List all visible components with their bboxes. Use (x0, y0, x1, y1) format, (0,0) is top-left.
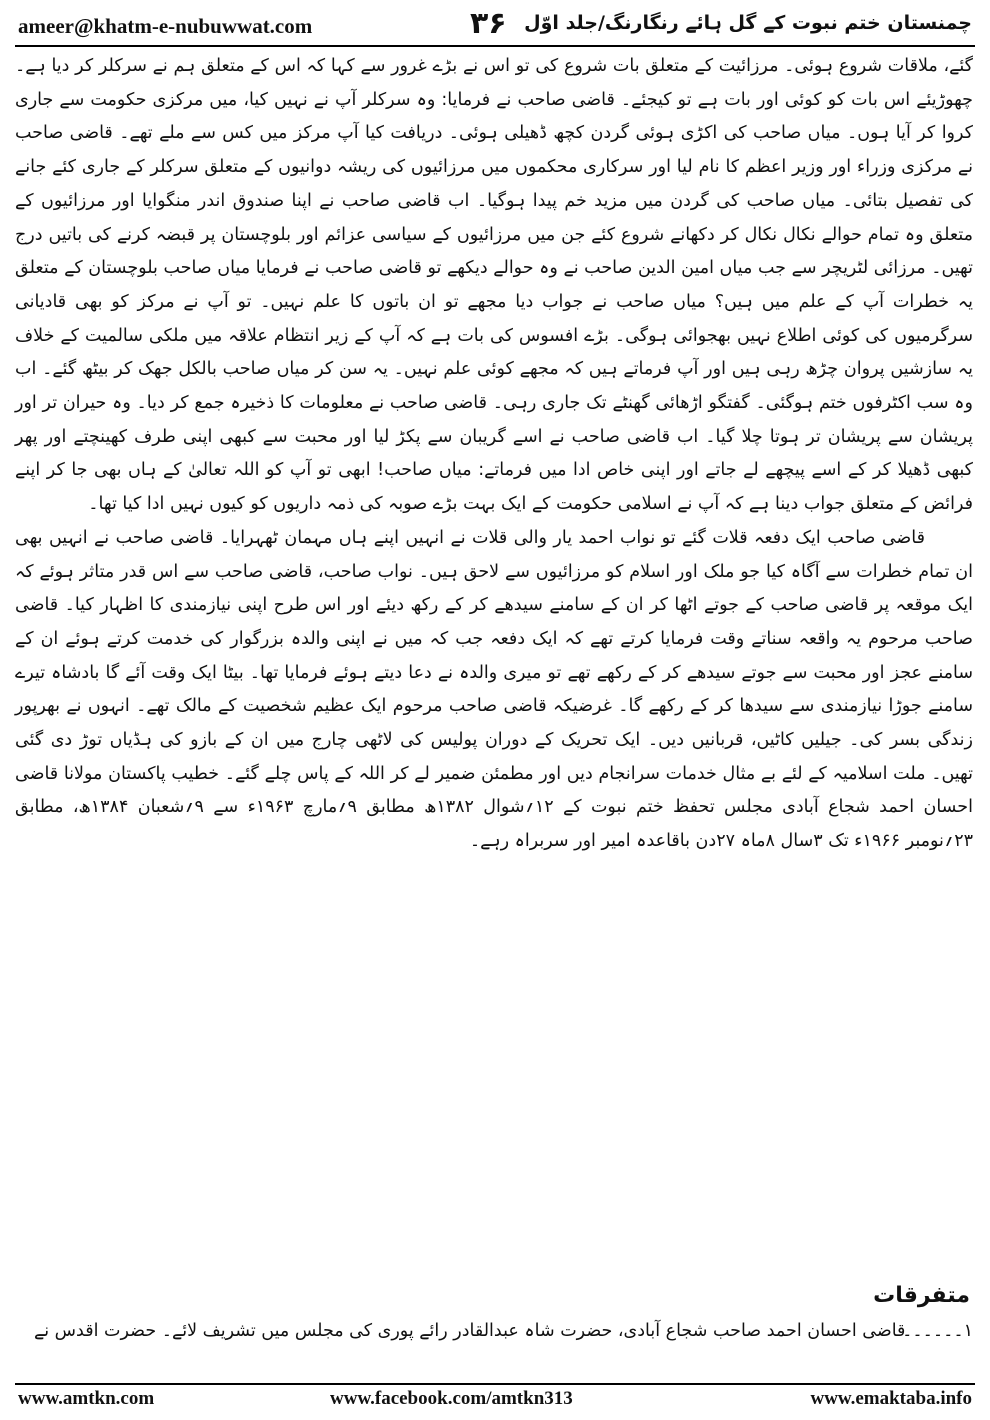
section-heading: متفرقات (873, 1283, 970, 1308)
footer-link-right[interactable]: www.emaktaba.info (810, 1388, 972, 1409)
page-footer (0, 1388, 990, 1418)
footnote-item (15, 1314, 973, 1348)
main-text (15, 50, 973, 859)
header-email: ameer@khatm-e-nubuwwat.com (18, 14, 313, 38)
footer-divider (15, 1383, 975, 1385)
header-divider (15, 45, 975, 47)
book-title: چمنستان ختم نبوت کے گل ہائے رنگارنگ/جلد اوّل (524, 12, 972, 34)
note-number: ۱۔۔۔۔۔۔ (902, 1320, 973, 1340)
footer-link-center[interactable]: www.facebook.com/amtkn313 (330, 1388, 573, 1409)
page-number: ۳۶ (470, 6, 507, 41)
paragraph-2: قاضی صاحب ایک دفعہ قلات گئے تو نواب احمد یار والی قلات نے انہیں اپنے ہاں مہمان ٹھہرایا۔ قاضی صاحب نے انہیں بھی ان تمام خطرات سے آگاہ کیا جو ملک اور اسلام کو مرزائیوں سے لاحق ہیں۔ نواب صاحب، قاضی صاحب سے اس قدر متاثر ہوئے کہ ایک موقعہ پر قاضی صاحب کے جوتے اٹھا کر ان کے سامنے سیدھے کر کے رکھ دیئے اور اس طرح اپنی نیازمندی کا اظہار کیا۔ قاضی صاحب مرحوم یہ واقعہ سناتے وقت فرمایا کرتے تھے کہ ایک دفعہ جب کہ میں نے اپنی والدہ بزرگوار کی خدمت کرتے ہوئے ان کے سامنے عجز اور محبت سے جوتے سیدھے کر کے رکھے تھے تو میری والدہ نے دعا دیتے ہوئے فرمایا تھا۔ بیٹا ایک وقت آئے گا بادشاہ تیرے سامنے جوڑا نیازمندی سے سیدھا کر کے رکھے گا۔ غرضیکہ قاضی صاحب مرحوم ایک عظیم شخصیت کے مالک تھے۔ انہوں نے بھرپور زندگی بسر کی۔ جیلیں کاٹیں، قربانیں دیں۔ ایک تحریک کے دوران پولیس کی لاٹھی چارج میں ان کے بازو کی ہڈیاں توڑ دی گئی تھیں۔ ملت اسلامیہ کے لئے بے مثال خدمات سرانجام دیں اور مطمئن ضمیر لے کر اللہ کے پاس چلے گئے۔ خطیب پاکستان مولانا قاضی احسان احمد شجاع آبادی مجلس تحفظ ختم نبوت کے ۱۲؍شوال ۱۳۸۲ھ مطابق ۹؍مارچ ۱۹۶۳ء سے ۹؍شعبان ۱۳۸۴ھ، مطابق ۲۳؍نومبر ۱۹۶۶ء تک ۳سال ۸ماہ ۲۷دن باقاعدہ امیر اور سربراہ رہے۔ (15, 527, 973, 852)
paragraph-1: گئے، ملاقات شروع ہوئی۔ مرزائیت کے متعلق بات شروع کی تو اس نے بڑے غرور سے کہا کہ اس کے متعلق ہم نے سرکلر کر دیا ہے۔ چھوڑیئے اس بات کو کوئی اور بات ہے تو کیجئے۔ قاضی صاحب نے فرمایا: وہ سرکلر آپ نے نہیں کیا، میں مرکزی حکومت سے جاری کروا کر آیا ہوں۔ میاں صاحب کی اکڑی ہوئی گردن کچھ ڈھیلی ہوئی۔ دریافت کیا آپ مرکز میں کس سے ملے تھے۔ قاضی صاحب نے مرکزی وزراء اور وزیر اعظم کا نام لیا اور سرکاری محکموں میں مرزائیوں کی ریشہ دوانیوں کے متعلق سرکلر کے جاری کئے جانے کی تفصیل بتائی۔ میاں صاحب کی گردن میں مزید خم پیدا ہوگیا۔ اب قاضی صاحب نے اپنا صندوق اندر منگوایا اور مرزائیوں کے متعلق وہ تمام حوالے نکال نکال کر دکھانے شروع کئے جن میں مرزائیوں کے سیاسی عزائم اور بلوچستان پر قبضہ کرنے کی باتیں درج تھیں۔ مرزائی لٹریچر سے جب میاں امین الدین صاحب نے وہ حوالے دیکھے تو قاضی صاحب نے فرمایا میاں صاحب بلوچستان کے متعلق یہ خطرات آپ کے علم میں ہیں؟ میاں صاحب نے جواب دیا مجھے تو ان باتوں کا علم نہیں۔ تو آپ نے مرکز کو بھی قادیانی سرگرمیوں کی کوئی اطلاع نہیں بھجوائی ہوگی۔ بڑے افسوس کی بات ہے کہ آپ کے زیر انتظام علاقہ میں ملکی سالمیت کے خلاف یہ سازشیں پروان چڑھ رہی ہیں اور آپ فرماتے ہیں کہ مجھے کوئی علم نہیں۔ یہ سن کر میاں صاحب بالکل جھک کر بیٹھ گئے۔ اب وہ سب اکٹرفوں ختم ہوگئی۔ گفتگو اڑھائی گھنٹے تک جاری رہی۔ قاضی صاحب نے معلومات کا ذخیرہ جمع کر دیا۔ وہ حیران تر اور پریشان سے پریشان تر ہوتا چلا گیا۔ اب قاضی صاحب نے اسے گریبان سے پکڑ لیا اور محبت سے کبھی اپنی طرف کھینچتے اور پھر کبھی ڈھیلا کر کے اسے پیچھے لے جاتے اور اپنی خاص ادا میں فرماتے: میاں صاحب! ابھی تو آپ کو اللہ تعالیٰ کے ہاں بھی جا کر اپنے فرائض کے متعلق جواب دینا ہے کہ آپ نے اسلامی حکومت کے ایک بہت بڑے صوبہ کی ذمہ داریوں کو کیوں نہیں ادا کیا تھا۔ (15, 56, 973, 515)
footer-link-left[interactable]: www.amtkn.com (18, 1388, 155, 1409)
note-text: قاضی احسان احمد صاحب شجاع آبادی، حضرت شاہ عبدالقادر رائے پوری کی مجلس میں تشریف لائے۔ حضرت اقدس نے (33, 1321, 906, 1341)
